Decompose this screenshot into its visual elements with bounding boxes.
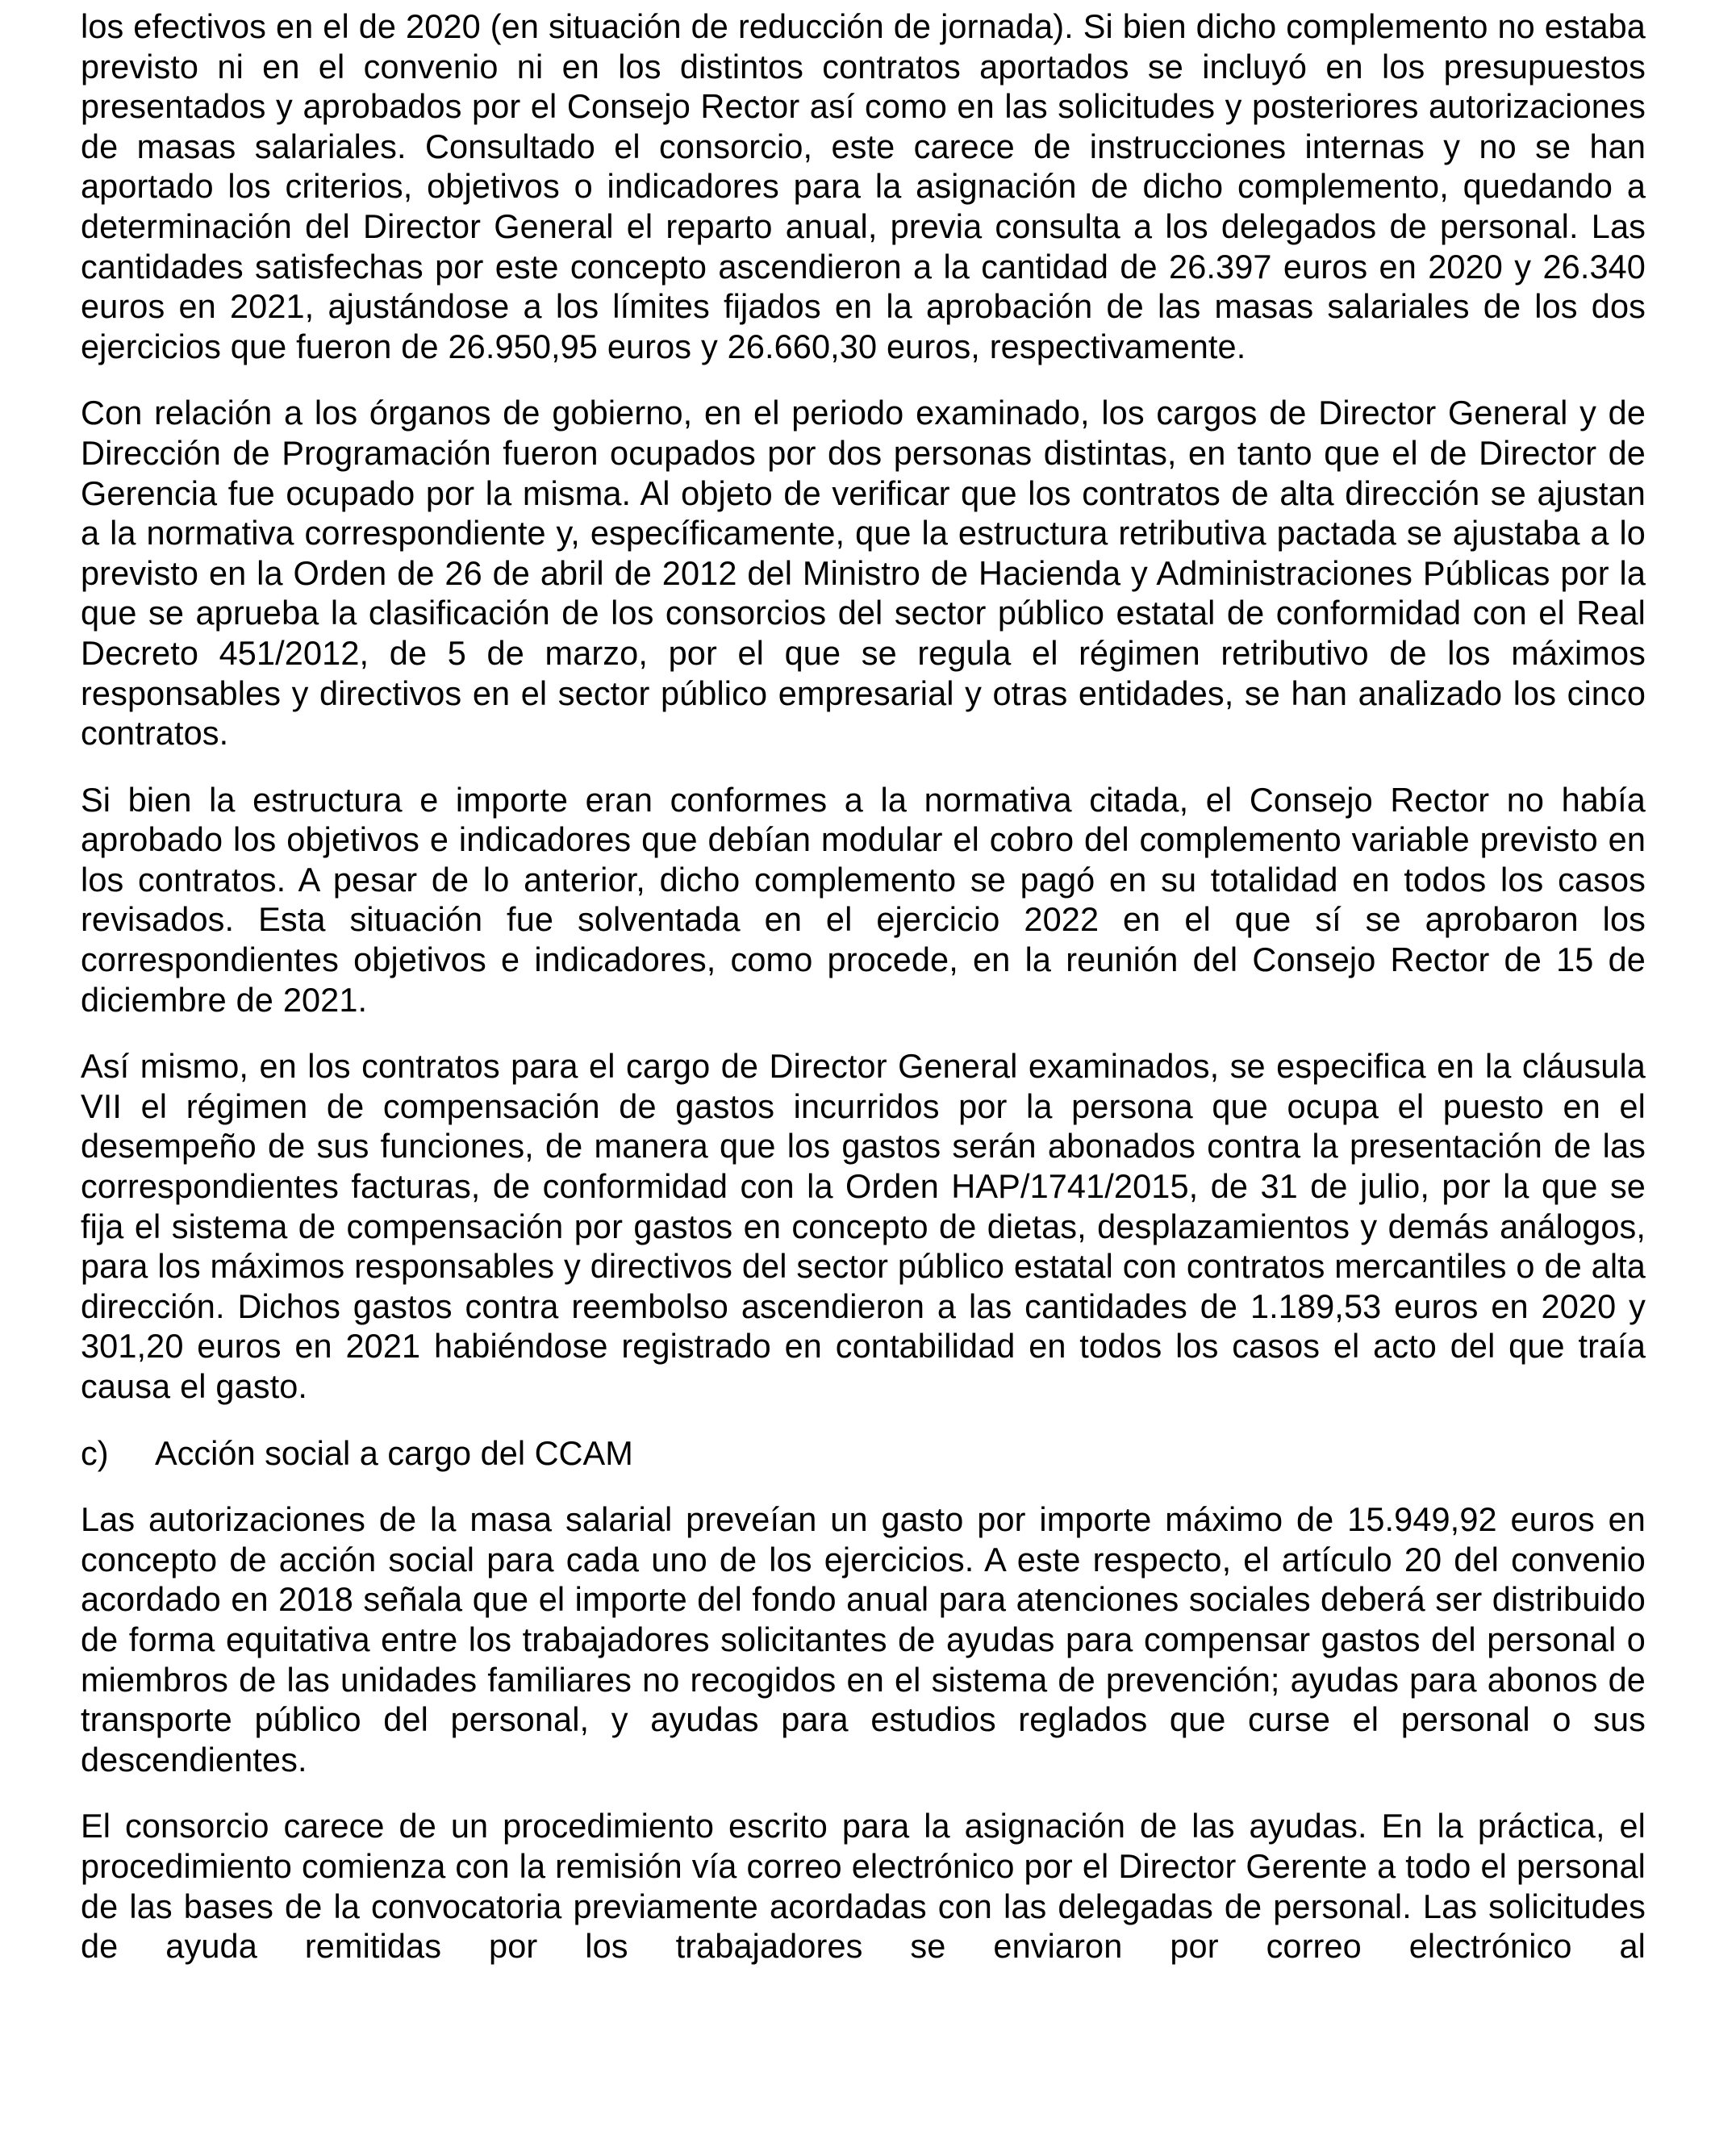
list-marker: c) (81, 1433, 109, 1472)
paragraph-complemento-personal: los efectivos en el de 2020 (en situación de reducción de jornada). Si bien dicho complemento no estaba previsto ni en el convenio ni en los distintos contratos aportados se incluyó en los presupuestos presentados y aprobados por el Consejo Rector así como en las solicitudes y posteriores autorizaciones de masas salariales. Consultado el consorcio, este carece de instrucciones internas y no se han aportado los criterios, objetivos o indicadores para la asignación de dicho complemento, quedando a determinación del Director General el reparto anual, previa consulta a los delegados de personal. Las cantidades satisfechas por este concepto ascendieron a la cantidad de 26.397 euros en 2020 y 26.340 euros en 2021, ajustándose a los límites fijados en la aprobación de las masas salariales de los dos ejercicios que fueron de 26.950,95 euros y 26.660,30 euros, respectivamente. (81, 7, 1646, 365)
list-heading-accion-social (81, 1433, 1646, 1474)
paragraph-objetivos-indicadores: Si bien la estructura e importe eran conformes a la normativa citada, el Consejo Rector no había aprobado los objetivos e indicadores que debían modular el cobro del complemento variable previsto en los contratos. A pesar de lo anterior, dicho complemento se pagó en su totalidad en todos los casos revisados. Esta situación fue solventada en el ejercicio 2022 en el que sí se aprobaron los correspondientes objetivos e indicadores, como procede, en la reunión del Consejo Rector de 15 de diciembre de 2021. (81, 780, 1646, 1019)
list-heading-label: Acción social a cargo del CCAM (155, 1433, 633, 1472)
paragraph-masa-salarial-accion-social: Las autorizaciones de la masa salarial preveían un gasto por importe máximo de 15.949,92 euros en concepto de acción social para cada uno de los ejercicios. A este respecto, el artículo 20 del convenio acordado en 2018 señala que el importe del fondo anual para atenciones sociales deberá ser distribuido de forma equitativa entre los trabajadores solicitantes de ayudas para compensar gastos del personal o miembros de las unidades familiares no recogidos en el sistema de prevención; ayudas para abonos de transporte público del personal, y ayudas para estudios reglados que curse el personal o sus descendientes. (81, 1500, 1646, 1779)
paragraph-organos-de-gobierno: Con relación a los órganos de gobierno, en el periodo examinado, los cargos de Director General y de Dirección de Programación fueron ocupados por dos personas distintas, en tanto que el de Director de Gerencia fue ocupado por la misma. Al objeto de verificar que los contratos de alta dirección se ajustan a la normativa correspondiente y, específicamente, que la estructura retributiva pactada se ajustaba a lo previsto en la Orden de 26 de abril de 2012 del Ministro de Hacienda y Administraciones Públicas por la que se aprueba la clasificación de los consorcios del sector público estatal de conformidad con el Real Decreto 451/2012, de 5 de marzo, por el que se regula el régimen retributivo de los máximos responsables y directivos en el sector público empresarial y otras entidades, se han analizado los cinco contratos. (81, 394, 1646, 753)
document-text-column (81, 6, 1646, 1966)
paragraph-compensacion-gastos: Así mismo, en los contratos para el cargo de Director General examinados, se especifica en la cláusula VII el régimen de compensación de gastos incurridos por la persona que ocupa el puesto en el desempeño de sus funciones, de manera que los gastos serán abonados contra la presentación de las correspondientes facturas, de conformidad con la Orden HAP/1741/2015, de 31 de julio, por la que se fija el sistema de compensación por gastos en concepto de dietas, desplazamientos y demás análogos, para los máximos responsables y directivos del sector público estatal con contratos mercantiles o de alta dirección. Dichos gastos contra reembolso ascendieron a las cantidades de 1.189,53 euros en 2020 y 301,20 euros en 2021 habiéndose registrado en contabilidad en todos los casos el acto del que traía causa el gasto. (81, 1047, 1646, 1405)
paragraph-procedimiento-ayudas: El consorcio carece de un procedimiento escrito para la asignación de las ayudas. En la práctica, el procedimiento comienza con la remisión vía correo electrónico por el Director Gerente a todo el personal de las bases de la convocatoria previamente acordadas con las delegadas de personal. Las solicitudes de ayuda remitidas por los trabajadores se enviaron por correo electrónico al (81, 1807, 1646, 1966)
